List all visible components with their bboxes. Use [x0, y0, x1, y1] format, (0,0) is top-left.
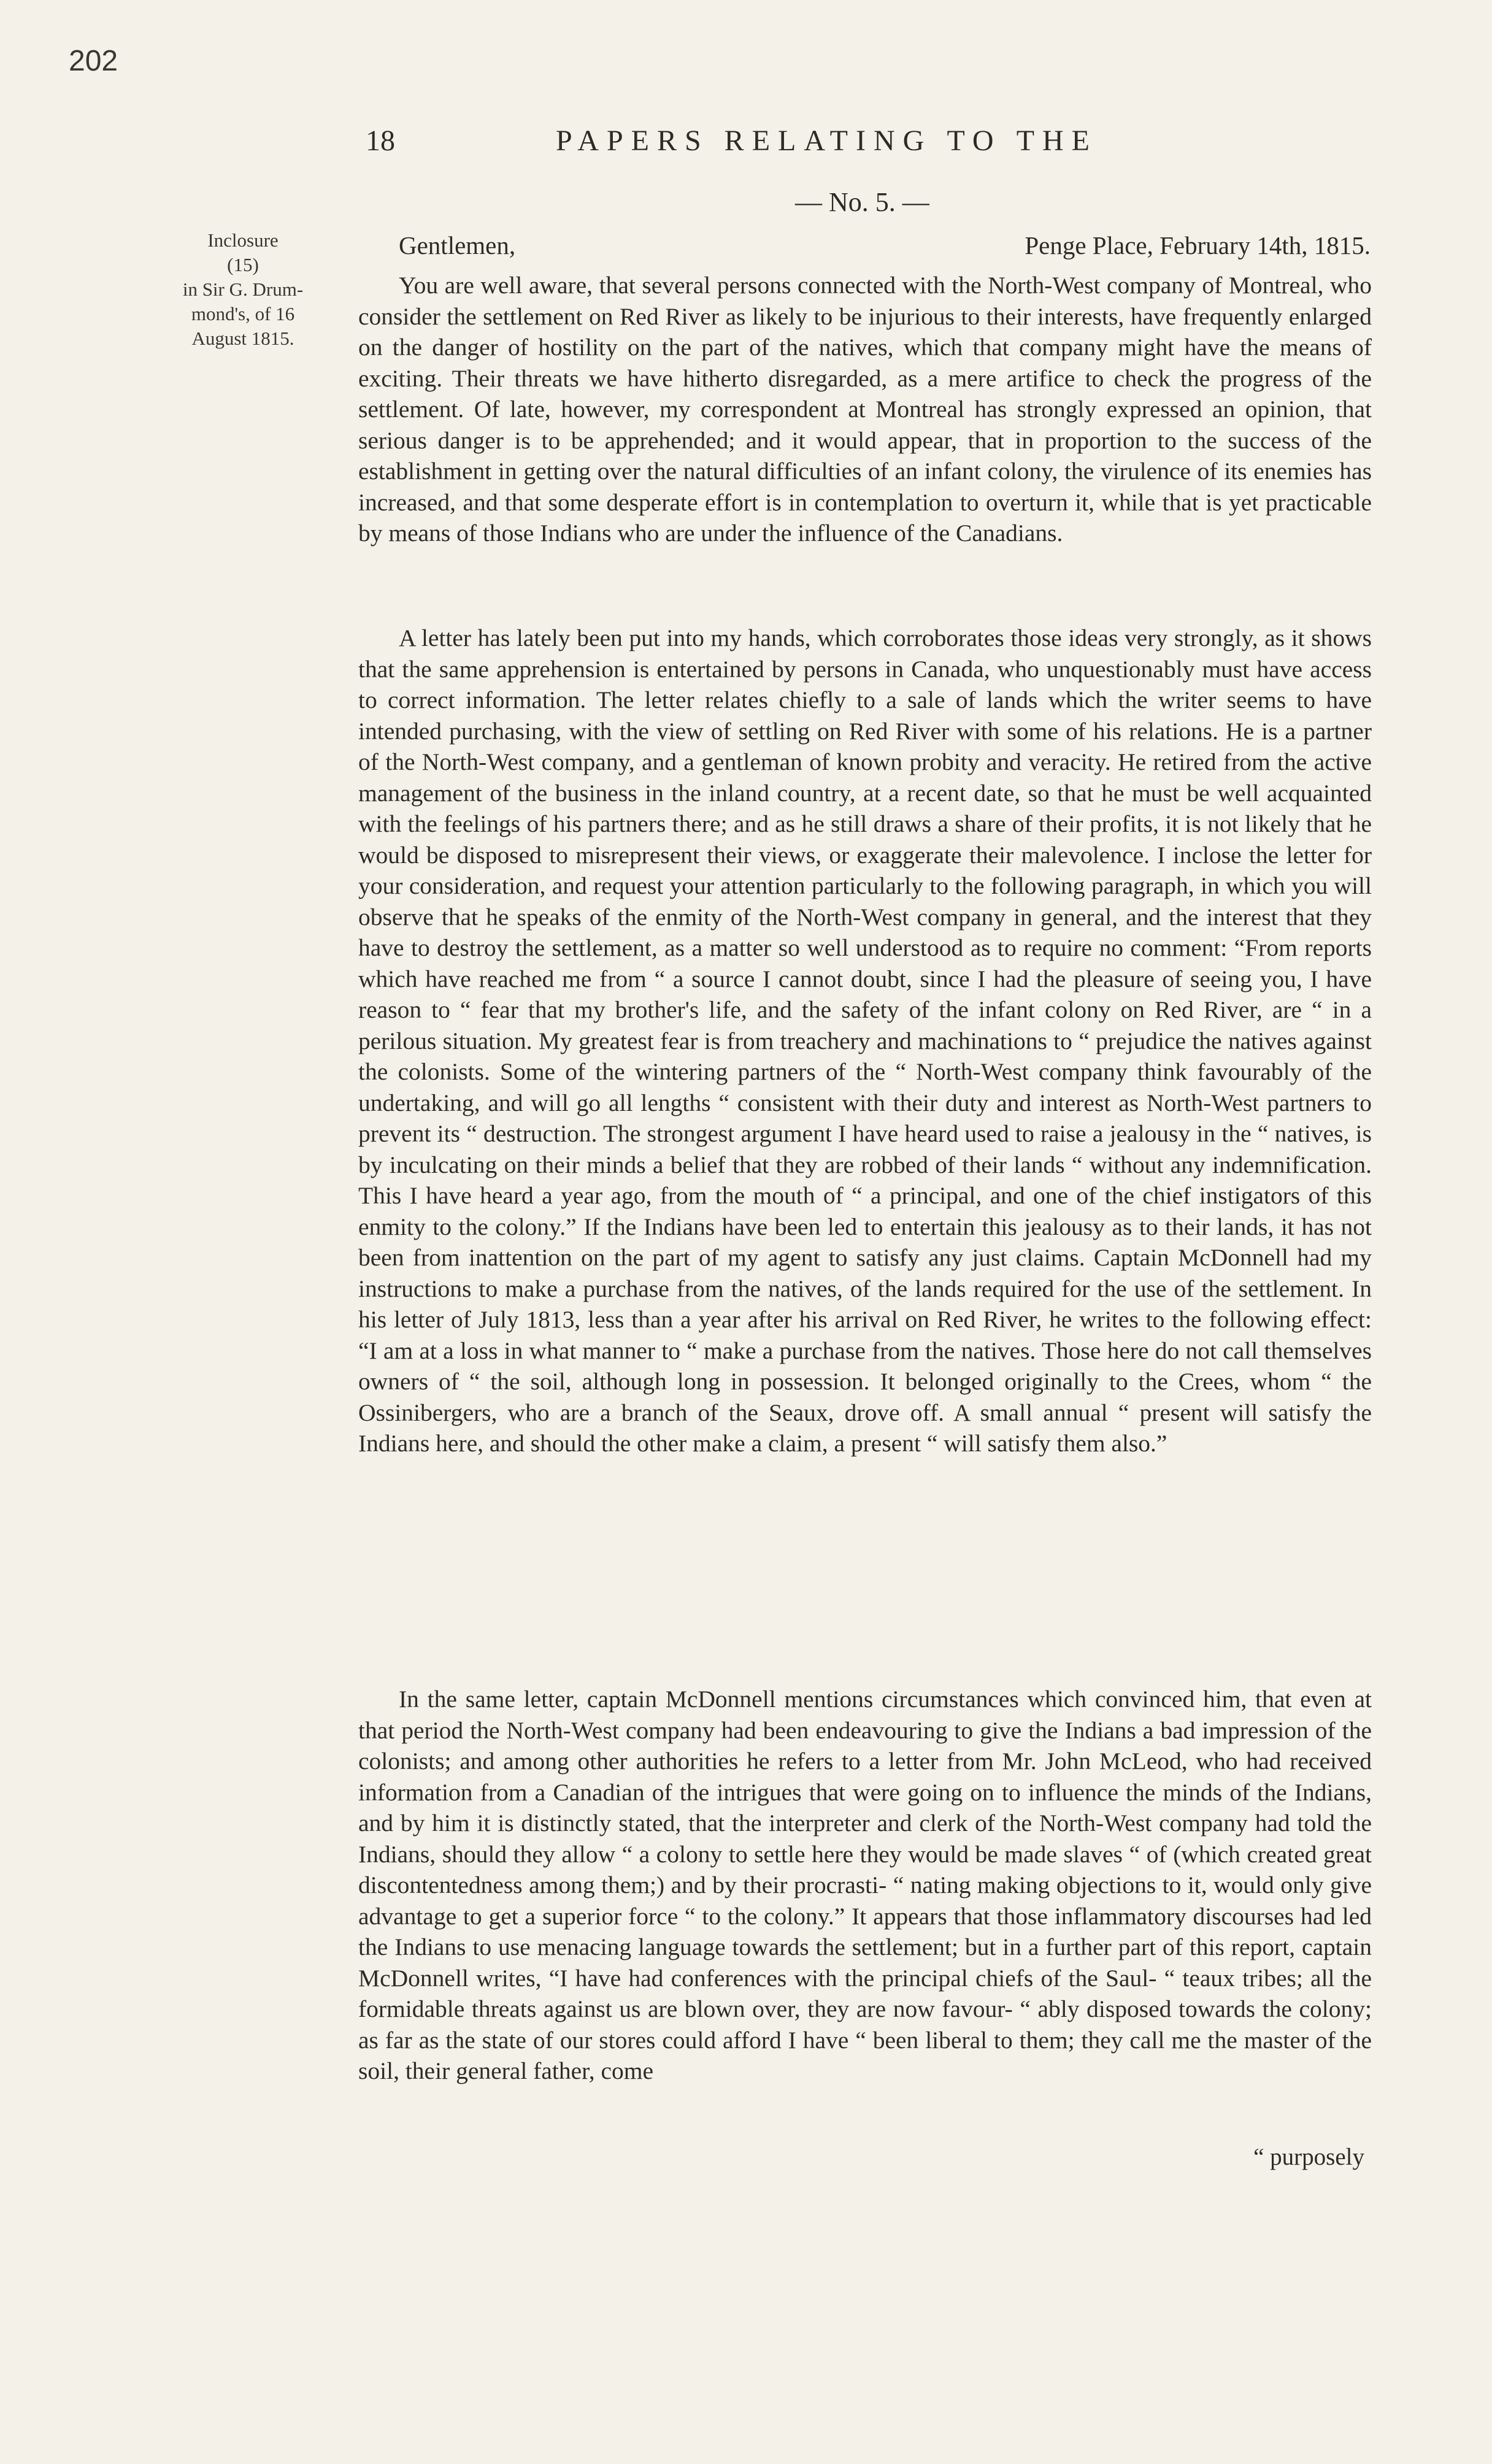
marginal-note-line: (15) — [227, 254, 259, 275]
folio-number: 18 — [366, 125, 395, 157]
marginal-note-line: August 1815. — [191, 328, 294, 349]
archive-page-number: 202 — [69, 45, 118, 77]
document-number: — No. 5. — — [795, 187, 929, 217]
paragraph-2: A letter has lately been put into my hands, which corroborates those ideas very strongly, as it shows that the same apprehension is entertained by persons in Canada, who unquestionably must have access to correct information. The letter relates chiefly to a sale of lands which the writer seems to have intended purchasing, with the view of settling on Red River with some of his relations. He is a partner of the North-West company, and a gentleman of known probity and veracity. He retired from the active management of the business in the inland country, at a recent date, so that he must be well acquainted with the feelings of his partners there; and as he still draws a share of their profits, it is not likely that he would be disposed to misrepresent their views, or exaggerate their malevolence. I inclose the letter for your consideration, and request your attention particularly to the following paragraph, in which you will observe that he speaks of the enmity of the North-West company in general, and the interest that they have to destroy the settlement, as a matter so well understood as to require no comment: “From reports which have reached me from “ a source I cannot doubt, since I had the pleasure of seeing you, I have reason to “ fear that my brother's life, and the safety of the infant colony on Red River, are “ in a perilous situation. My greatest fear is from treachery and machinations to “ prejudice the natives against the colonists. Some of the wintering partners of the “ North-West company think favourably of the undertaking, and will go all lengths “ consistent with their duty and interest as North-West partners to prevent its “ destruction. The strongest argument I have heard used to raise a jealousy in the “ natives, is by inculcating on their minds a belief that they are robbed of their lands “ without any indemnification. This I have heard a year ago, from the mouth of “ a principal, and one of the chief instigators of this enmity to the colony.” If the Indians have been led to entertain this jealousy as to their lands, it has not been from inattention on the part of my agent to satisfy any just claims. Captain McDonnell had my instructions to make a purchase from the natives, of the lands required for the use of the settlement. In his letter of July 1813, less than a year after his arrival on Red River, he writes to the following effect: “I am at a loss in what manner to “ make a purchase from the natives. Those here do not call themselves owners of “ the soil, although long in possession. It belonged originally to the Crees, whom “ the Ossinibergers, who are a branch of the Seaux, drove off. A small annual “ present will satisfy the Indians here, and should the other make a claim, a present “ will satisfy them also.” — [358, 624, 1372, 1457]
salutation: Gentlemen, — [399, 231, 516, 259]
marginal-note-line: mond's, of 16 — [191, 303, 295, 324]
dateline: Penge Place, February 14th, 1815. — [1025, 231, 1371, 259]
marginal-note-line: Inclosure — [207, 229, 279, 251]
running-head — [366, 124, 1375, 167]
paragraph-3: In the same letter, captain McDonnell mentions circumstances which convinced him, that even at that period the North-West company had been endeavouring to give the Indians a bad impression of the colonists; and among other authorities he refers to a letter from Mr. John McLeod, who had received information from a Canadian of the intrigues that were going on to influence the minds of the Indians, and by him it is distinctly stated, that the interpreter and clerk of the North-West company had told the Indians, should they allow “ a colony to settle here they would be made slaves “ of (which created great discontentedness among them;) and by their procrasti- “ nating making objections to it, would only give advantage to get a superior force “ to the colony.” It appears that those inflammatory discourses had led the Indians to use menacing language towards the settlement; but in a further part of this report, captain McDonnell writes, “I have had conferences with the principal chiefs of the Saul- “ teaux tribes; all the formidable threats against us are blown over, they are now favour- “ ably disposed towards the colony; as far as the state of our stores could afford I have “ been liberal to them; they call me the master of the soil, their general father, come — [358, 1686, 1372, 2084]
marginal-note — [151, 228, 335, 351]
marginal-note-line: in Sir G. Drum- — [182, 278, 304, 300]
paragraph-1: You are well aware, that several persons connected with the North-West company of Montreal, who consider the settlement on Red River as likely to be injurious to their interests, have frequently enlarged on the danger of hostility on the part of the natives, which that company might have the means of exciting. Their threats we have hitherto disregarded, as a mere artifice to check the progress of the settlement. Of late, however, my correspondent at Montreal has strongly expressed an opinion, that serious danger is to be apprehended; and it would appear, that in proportion to the success of the establishment in getting over the natural difficulties of an infant colony, the virulence of its enemies has increased, and that some desperate effort is in contemplation to overturn it, while that is yet practicable by means of those Indians who are under the influence of the Canadians. — [358, 272, 1372, 547]
catchword: “ purposely — [1253, 2144, 1364, 2170]
running-title: PAPERS RELATING TO THE — [556, 125, 1098, 157]
